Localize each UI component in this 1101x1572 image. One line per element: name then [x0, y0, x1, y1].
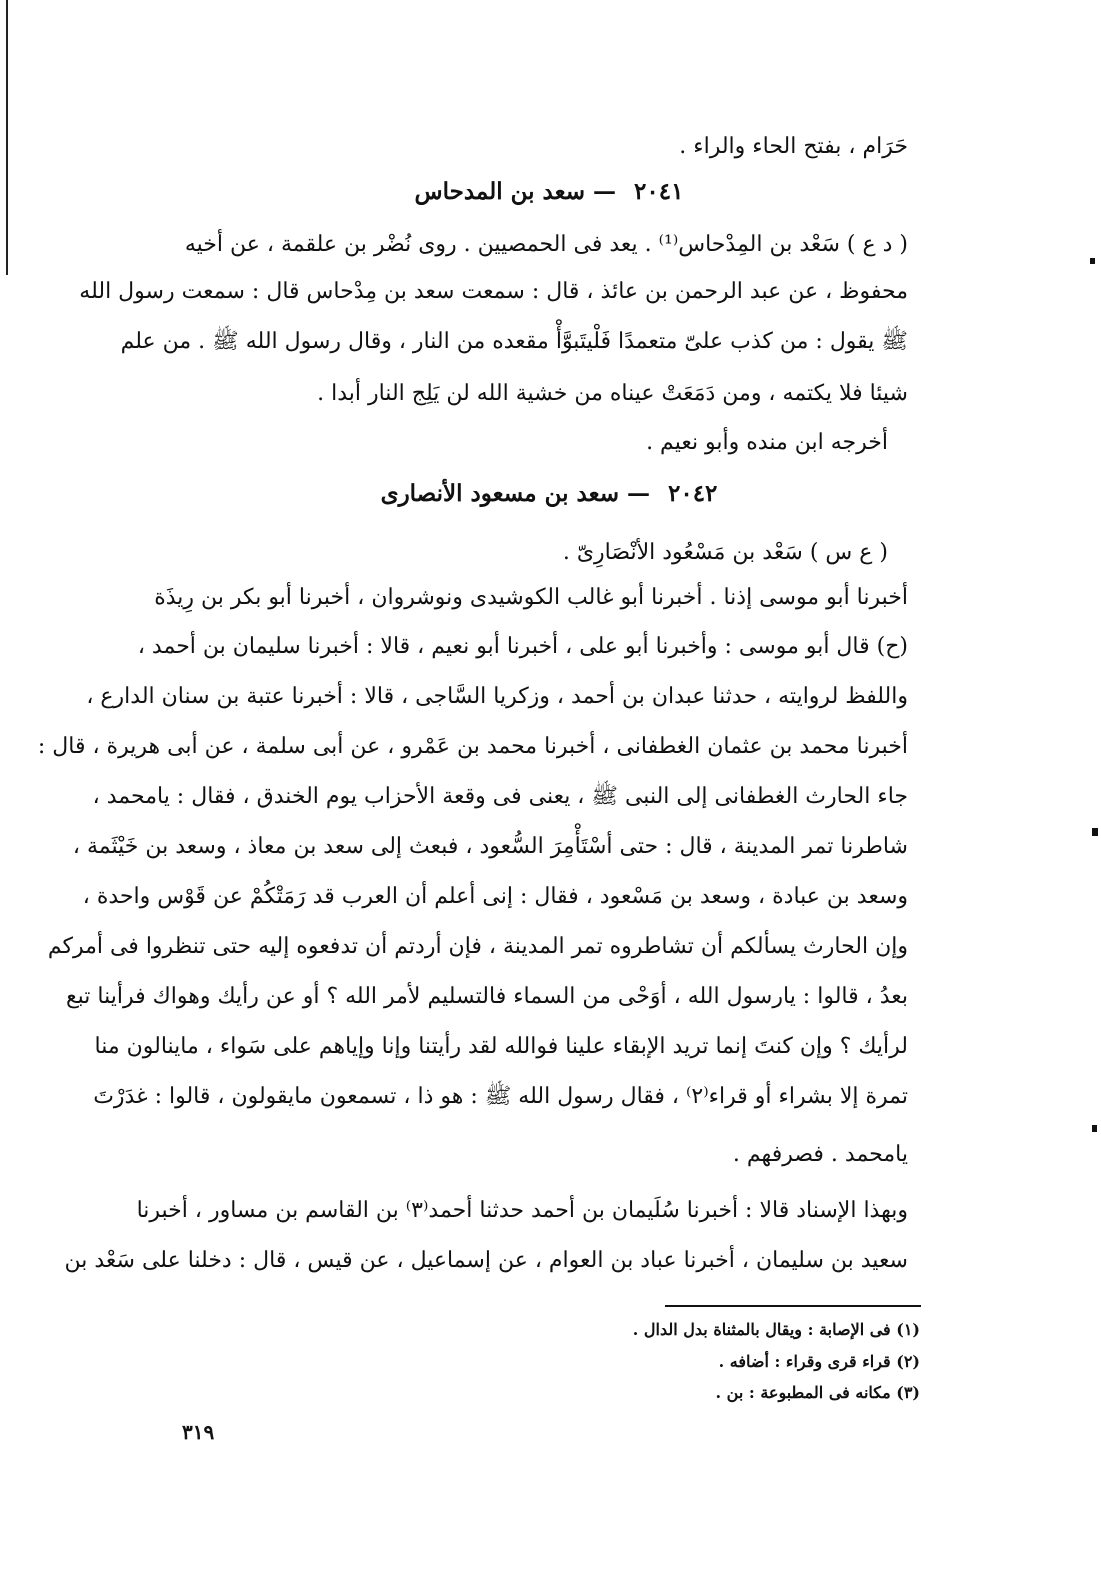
page-number: ٣١٩ — [182, 1420, 215, 1444]
scan-speck — [1092, 1125, 1097, 1132]
entry-dash: — — [626, 480, 650, 507]
text-line: أخبرنا محمد بن عثمان الغطفانى ، أخبرنا محمد بن عَمْرو ، عن أبى سلمة ، عن أبى هريرة ، قال : — [37, 734, 908, 759]
text-line: تمرة إلا بشراء أو قراء⁽٢⁾ ، فقال رسول الله ﷺ : هو ذا ، تسمعون مايقولون ، قالوا : غدَرْتَ — [93, 1084, 908, 1109]
entry-number: ٢٠٤٢ — [668, 480, 718, 507]
entry-title: سعد بن المدحاس — [414, 178, 585, 205]
footnote-rule — [665, 1305, 921, 1307]
text-line: وإن الحارث يسألكم أن تشاطروه تمر المدينة ، فإن أردتم أن تدفعوه إليه حتى تنظروا فى أمركم — [47, 934, 908, 959]
text-line: ﷺ يقول : من كذب علىّ متعمدًا فَلْيتَبوَّأْ مقعده من النار ، وقال رسول الله ﷺ . من علم — [120, 329, 908, 354]
text-line: وسعد بن عبادة ، وسعد بن مَسْعود ، فقال : إنى أعلم أن العرب قد رَمَتْكُمْ عن قَوْس واحدة ، — [82, 884, 908, 909]
text-line: شاطرنا تمر المدينة ، قال : حتى أسْتَأْمِرَ السُّعود ، فبعث إلى سعد بن معاذ ، وسعد بن خَيْثَمة ، — [72, 834, 908, 859]
text-line: شيئا فلا يكتمه ، ومن دَمَعَتْ عيناه من خشية الله لن يَلِج النار أبدا . — [317, 381, 908, 406]
text-line: أخرجه ابن منده وأبو نعيم . — [646, 430, 888, 455]
entry-heading — [190, 176, 908, 208]
text-line: أخبرنا أبو موسى إذنا . أخبرنا أبو غالب الكوشيدى ونوشروان ، أخبرنا أبو بكر بن رِيذَة — [154, 585, 908, 610]
text-line: جاء الحارث الغطفانى إلى النبى ﷺ ، يعنى فى وقعة الأحزاب يوم الخندق ، فقال : يامحمد ، — [92, 784, 908, 809]
text-line: واللفظ لروايته ، حدثنا عبدان بن أحمد ، وزكريا السَّاجى ، قالا : أخبرنا عتبة بن سنان الدارع ، — [86, 684, 908, 709]
text-line: بعدُ ، قالوا : يارسول الله ، أوَحْى من السماء فالتسليم لأمر الله ؟ أو عن رأيك وهواك فرأينا تبع — [65, 984, 908, 1009]
scan-speck — [1092, 828, 1098, 836]
footnote: (١) فى الإصابة : ويقال بالمثناة بدل الدال . — [632, 1320, 920, 1339]
text-line: يامحمد . فصرفهم . — [732, 1142, 908, 1167]
intro-line: حَرَام ، بفتح الحاء والراء . — [679, 134, 908, 159]
footnote: (٢) قراء قرى وقراء : أضافه . — [718, 1352, 920, 1371]
footnote: (٣) مكانه فى المطبوعة : بن . — [715, 1383, 920, 1402]
text-line: سعيد بن سليمان ، أخبرنا عباد بن العوام ، عن إسماعيل ، عن قيس ، قال : دخلنا على سَعْد بن — [64, 1248, 908, 1273]
text-line: (ح) قال أبو موسى : وأخبرنا أبو على ، أخبرنا أبو نعيم ، قالا : أخبرنا سليمان بن أحمد ، — [137, 634, 908, 659]
text-line: لرأيك ؟ وإن كنتَ إنما تريد الإبقاء علينا فوالله لقد رأيتنا وإنا وإياهم على سَواء ، ماينالون منا — [94, 1034, 908, 1059]
text-line: وبهذا الإسناد قالا : أخبرنا سُلَيمان بن أحمد حدثنا أحمد⁽٣⁾ بن القاسم بن مساور ، أخبرنا — [136, 1198, 908, 1223]
text-line: محفوظ ، عن عبد الرحمن بن عائذ ، قال : سمعت سعد بن مِدْحاس قال : سمعت رسول الله — [79, 279, 908, 304]
scan-edge-line — [6, 0, 8, 275]
entry-dash: — — [593, 178, 616, 205]
entry-title: سعد بن مسعود الأنصارى — [380, 480, 619, 507]
text-line: ( ع س ) سَعْد بن مَسْعُود الأنْصَارِىّ . — [562, 540, 888, 565]
text-line: ( د ع ) سَعْد بن المِدْحاس⁽¹⁾ . يعد فى الحمصيين . روى نُضْر بن علقمة ، عن أخيه — [184, 232, 908, 257]
entry-number: ٢٠٤١ — [634, 178, 684, 205]
entry-heading — [190, 478, 908, 510]
scan-speck — [1090, 258, 1095, 264]
